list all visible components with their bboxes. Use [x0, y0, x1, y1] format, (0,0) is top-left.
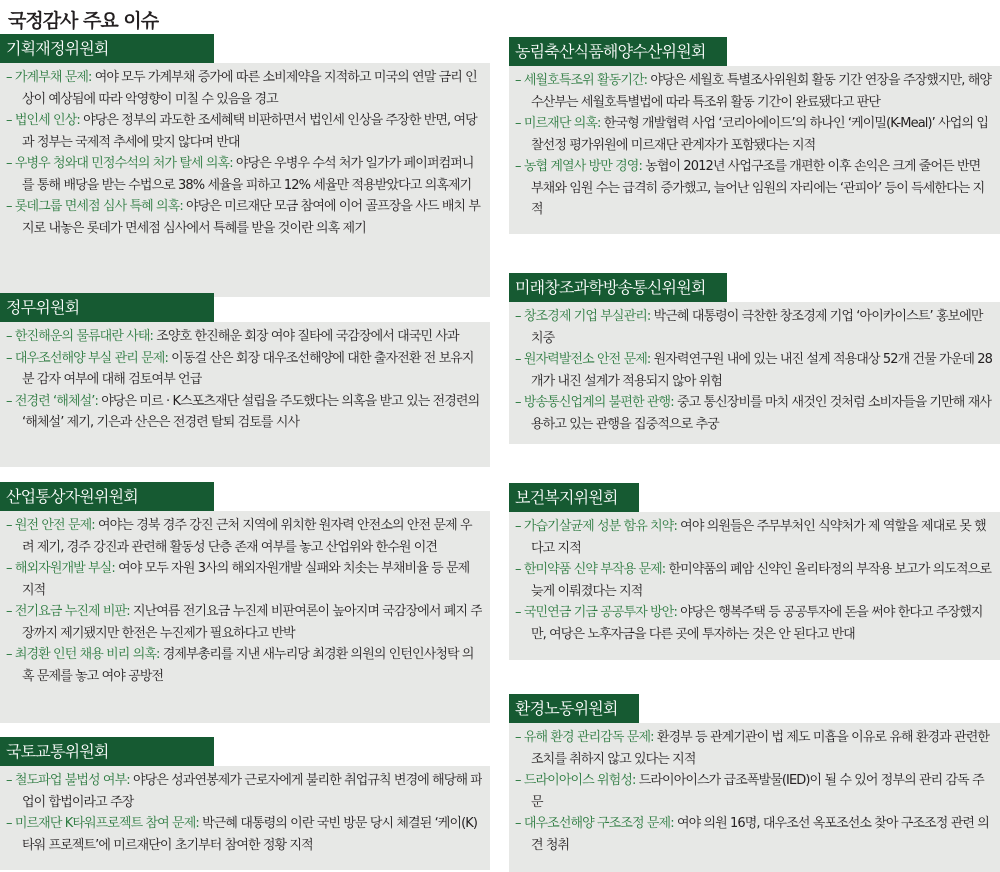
list-item: – 한진해운의 물류대란 사태: 조양호 한진해운 회장 여야 질타에 국감장에서 대국민 사과	[6, 329, 459, 344]
issue-list	[509, 512, 1000, 660]
issue-topic: 원전 안전 문제	[14, 518, 92, 533]
issue-topic: 롯데그룹 면세점 심사 특혜 의혹	[14, 199, 180, 214]
list-item: – 유해 환경 관리감독 문제: 환경부 등 관계기관이 법 제도 미흡을 이유로 유해 환경과 관련한 조치를 취하지 않고 있다는 지적	[515, 730, 990, 767]
section-health-welfare	[509, 483, 1000, 660]
issue-topic: 철도파업 불법성 여부	[14, 773, 127, 788]
issue-text: 한국형 개발협력 사업 ‘코리아에이드’의 하나인 ‘케이밀(K-Meal)’ 사업의 입찰선정 평가위원에 미르재단 관계자가 포함됐다는 지적	[531, 116, 989, 153]
issue-text: 조양호 한진해운 회장 여야 질타에 국감장에서 대국민 사과	[156, 329, 459, 344]
list-item: – 원전 안전 문제: 여야는 경북 경주 강진 근처 지역에 위치한 원자력 안전소의 안전 문제 우려 제기, 경주 강진과 관련해 활동성 단층 존재 여부를 놓고 산업위와 한수원 이견	[6, 518, 472, 555]
section-title: 미래창조과학방송통신위원회	[509, 273, 727, 302]
issue-text: 야당은 성과연봉제가 근로자에게 불리한 취업규칙 변경에 해당해 파업이 합법이라고 주장	[22, 773, 482, 810]
list-item: – 해외자원개발 부실: 여야 모두 자원 3사의 해외자원개발 실패와 치솟는 부채비율 등 문제 지적	[6, 561, 470, 598]
list-item: – 우병우 청와대 민정수석의 처가 탈세 의혹: 야당은 우병우 수석 처가 일가가 페이퍼컴퍼니를 통해 배당을 받는 수법으로 38% 세율을 피하고 12% 세율만 적용받았다고 의혹제기	[6, 156, 474, 193]
issue-text: 여야 모두 가계부채 증가에 따른 소비제약을 지적하고 미국의 연말 금리 인상이 예상됨에 따라 악영향이 미칠 수 있음을 경고	[22, 70, 477, 107]
section-title: 보건복지위원회	[509, 483, 639, 512]
list-item: – 창조경제 기업 부실관리: 박근혜 대통령이 극찬한 창조경제 기업 ‘아이카이스트’ 홍보에만 치중	[515, 309, 983, 346]
issue-list	[0, 511, 490, 723]
issue-list	[509, 66, 1000, 234]
issue-text: 한미약품의 폐암 신약인 올리타정의 부작용 보고가 의도적으로 늦게 이뤄졌다는 지적	[531, 562, 992, 599]
issue-topic: 법인세 인상	[14, 113, 77, 128]
section-environment-labor	[509, 694, 1000, 872]
issue-text: 지난여름 전기요금 누진제 비판여론이 높아지며 국감장에서 폐지 주장까지 제기됐지만 한전은 누진제가 필요하다고 반박	[22, 604, 482, 641]
list-item: – 최경환 인턴 채용 비리 의혹: 경제부총리를 지낸 새누리당 최경환 의원의 인턴인사청탁 의혹 문제를 놓고 여야 공방전	[6, 647, 474, 684]
section-science-ict-broadcasting	[509, 273, 1000, 444]
list-item: – 철도파업 불법성 여부: 야당은 성과연봉제가 근로자에게 불리한 취업규칙 변경에 해당해 파업이 합법이라고 주장	[6, 773, 482, 810]
issue-topic: 미르재단 의혹	[523, 116, 598, 131]
section-agriculture-oceans	[509, 37, 1000, 234]
issue-text: 여야 모두 자원 3사의 해외자원개발 실패와 치솟는 부채비율 등 문제 지적	[22, 561, 470, 598]
list-item: – 전경련 ‘해체설’: 야당은 미르 · K스포츠재단 설립을 주도했다는 의혹을 받고 있는 전경련의 ‘해체설’ 제기, 기은과 산은은 전경련 탈퇴 검토를 시사	[6, 393, 480, 430]
issue-topic: 한미약품 신약 부작용 문제	[523, 562, 662, 577]
section-industry-trade-energy	[0, 482, 490, 723]
issue-text: 드라이아이스가 급조폭발물(IED)이 될 수 있어 정부의 관리 감독 주문	[531, 773, 984, 810]
issue-topic: 국민연금 기금 공공투자 방안	[523, 605, 674, 620]
list-item: – 법인세 인상: 야당은 정부의 과도한 조세혜택 비판하면서 법인세 인상을 주장한 반면, 여당과 정부는 국제적 추세에 맞지 않다며 반대	[6, 113, 477, 150]
issue-text: 여야는 경북 경주 강진 근처 지역에 위치한 원자력 안전소의 안전 문제 우려 제기, 경주 강진과 관련해 활동성 단층 존재 여부를 놓고 산업위와 한수원 이견	[22, 518, 472, 555]
section-planning-finance	[0, 34, 490, 297]
list-item: – 세월호특조위 활동기간: 야당은 세월호 특별조사위원회 활동 기간 연장을 주장했지만, 해양수산부는 세월호특별법에 따라 특조위 활동 기간이 완료됐다고 판단	[515, 73, 992, 110]
section-title: 농림축산식품해양수산위원회	[509, 37, 727, 66]
issue-topic: 대우조선해양 부실 관리 문제	[14, 350, 165, 366]
issue-text: 원자력연구원 내에 있는 내진 설계 적용대상 52개 건물 가운데 28개가 내진 설계가 적용되지 않아 위험	[531, 352, 992, 389]
list-item: – 롯데그룹 면세점 심사 특혜 의혹: 야당은 미르재단 모금 참여에 이어 골프장을 사드 배치 부지로 내놓은 롯데가 면세점 심사에서 특혜를 받을 것이란 의혹 제기	[6, 199, 481, 236]
issue-text: 여야 의원들은 주무부처인 식약처가 제 역할을 제대로 못 했다고 지적	[531, 519, 986, 556]
section-title: 산업통상자원위원회	[0, 482, 214, 511]
issue-topic: 한진해운의 물류대란 사태	[14, 329, 150, 344]
issue-text: 야당은 세월호 특별조사위원회 활동 기간 연장을 주장했지만, 해양수산부는 세월호특별법에 따라 특조위 활동 기간이 완료됐다고 판단	[531, 73, 992, 110]
list-item: – 전기요금 누진제 비판: 지난여름 전기요금 누진제 비판여론이 높아지며 국감장에서 폐지 주장까지 제기됐지만 한전은 누진제가 필요하다고 반박	[6, 604, 482, 641]
issue-topic: 전기요금 누진제 비판	[14, 604, 127, 619]
issue-text: 야당은 미르 · K스포츠재단 설립을 주도했다는 의혹을 받고 있는 전경련의 ‘해체설’ 제기, 기은과 산은은 전경련 탈퇴 검토를 시사	[22, 393, 480, 430]
issue-text: 농협이 2012년 사업구조를 개편한 이후 손익은 크게 줄어든 반면 부채와 임원 수는 급격히 증가했고, 늘어난 임원의 자리에는 ‘관피아’ 등이 득세한다는 지적	[531, 159, 985, 217]
section-political-affairs	[0, 293, 490, 467]
issue-list	[0, 63, 490, 297]
section-title: 기획재정위원회	[0, 34, 214, 63]
issue-topic: 유해 환경 관리감독 문제	[523, 730, 651, 745]
issue-topic: 미르재단 K타워프로젝트 참여 문제	[14, 816, 196, 831]
issue-topic: 가계부채 문제	[14, 70, 89, 85]
section-land-transport	[0, 737, 490, 870]
section-title: 환경노동위원회	[509, 694, 639, 723]
list-item: – 가습기살균제 성분 함유 치약: 여야 의원들은 주무부처인 식약처가 제 역할을 제대로 못 했다고 지적	[515, 519, 986, 556]
issue-topic: 전경련 ‘해체설’	[14, 393, 95, 409]
issue-topic: 원자력발전소 안전 문제	[523, 352, 647, 367]
list-item: – 드라이아이스 위험성: 드라이아이스가 급조폭발물(IED)이 될 수 있어 정부의 관리 감독 주문	[515, 773, 984, 810]
issue-topic: 세월호특조위 활동기간	[523, 73, 644, 88]
issue-topic: 대우조선해양 구조조정 문제	[523, 816, 671, 831]
list-item: – 대우조선해양 구조조정 문제: 여야 의원 16명, 대우조선 옥포조선소 찾아 구조조정 관련 의견 청취	[515, 816, 989, 853]
issue-text: 여야 의원 16명, 대우조선 옥포조선소 찾아 구조조정 관련 의견 청취	[531, 816, 989, 853]
issue-list	[509, 302, 1000, 444]
list-item: – 국민연금 기금 공공투자 방안: 야당은 행복주택 등 공공투자에 돈을 써야 한다고 주장했지만, 여당은 노후자금을 다른 곳에 투자하는 것은 안 된다고 반대	[515, 605, 983, 642]
list-item: – 대우조선해양 부실 관리 문제: 이동걸 산은 회장 대우조선해양에 대한 출자전환 전 보유지분 감자 여부에 대해 검토여부 언급	[6, 350, 474, 387]
issue-topic: 방송통신업계의 불편한 관행	[523, 395, 671, 410]
issue-text: 야당은 정부의 과도한 조세혜택 비판하면서 법인세 인상을 주장한 반면, 여당과 정부는 국제적 추세에 맞지 않다며 반대	[22, 113, 477, 150]
issue-topic: 최경환 인턴 채용 비리 의혹	[14, 647, 157, 662]
issue-text: 야당은 미르재단 모금 참여에 이어 골프장을 사드 배치 부지로 내놓은 롯데가 면세점 심사에서 특혜를 받을 것이란 의혹 제기	[22, 199, 481, 236]
list-item: – 가계부채 문제: 여야 모두 가계부채 증가에 따른 소비제약을 지적하고 미국의 연말 금리 인상이 예상됨에 따라 악영향이 미칠 수 있음을 경고	[6, 70, 477, 107]
issue-text: 경제부총리를 지낸 새누리당 최경환 의원의 인턴인사청탁 의혹 문제를 놓고 여야 공방전	[22, 647, 474, 684]
issue-text: 이동걸 산은 회장 대우조선해양에 대한 출자전환 전 보유지분 감자 여부에 대해 검토여부 언급	[22, 350, 474, 387]
issue-topic: 창조경제 기업 부실관리	[523, 309, 647, 324]
issue-list	[0, 322, 490, 467]
issue-text: 야당은 행복주택 등 공공투자에 돈을 써야 한다고 주장했지만, 여당은 노후자금을 다른 곳에 투자하는 것은 안 된다고 반대	[531, 605, 983, 642]
issue-topic: 해외자원개발 부실	[14, 561, 112, 576]
list-item: – 농협 계열사 방만 경영: 농협이 2012년 사업구조를 개편한 이후 손익은 크게 줄어든 반면 부채와 임원 수는 급격히 증가했고, 늘어난 임원의 자리에는 ‘관피아’ 등이 득세한다는 지적	[515, 159, 985, 217]
list-item: – 원자력발전소 안전 문제: 원자력연구원 내에 있는 내진 설계 적용대상 52개 건물 가운데 28개가 내진 설계가 적용되지 않아 위험	[515, 352, 992, 389]
issue-topic: 가습기살균제 성분 함유 치약	[523, 519, 674, 534]
list-item: – 미르재단 K타워프로젝트 참여 문제: 박근혜 대통령의 이란 국빈 방문 당시 체결된 ‘케이(K)타워 프로젝트’에 미르재단이 초기부터 참여한 정황 지적	[6, 816, 478, 853]
list-item: – 미르재단 의혹: 한국형 개발협력 사업 ‘코리아에이드’의 하나인 ‘케이밀(K-Meal)’ 사업의 입찰선정 평가위원에 미르재단 관계자가 포함됐다는 지적	[515, 116, 989, 153]
issue-text: 박근혜 대통령의 이란 국빈 방문 당시 체결된 ‘케이(K)타워 프로젝트’에 미르재단이 초기부터 참여한 정황 지적	[22, 816, 478, 853]
issue-list	[0, 766, 490, 870]
issue-topic: 농협 계열사 방만 경영	[523, 159, 639, 174]
section-title: 정무위원회	[0, 293, 214, 322]
issue-text: 야당은 우병우 수석 처가 일가가 페이퍼컴퍼니를 통해 배당을 받는 수법으로 38% 세율을 피하고 12% 세율만 적용받았다고 의혹제기	[22, 156, 474, 193]
list-item: – 한미약품 신약 부작용 문제: 한미약품의 폐암 신약인 올리타정의 부작용 보고가 의도적으로 늦게 이뤄졌다는 지적	[515, 562, 992, 599]
list-item: – 방송통신업계의 불편한 관행: 중고 통신장비를 마치 새것인 것처럼 소비자들을 기만해 재사용하고 있는 관행을 집중적으로 추궁	[515, 395, 992, 432]
issue-list	[509, 723, 1000, 872]
issue-topic: 우병우 청와대 민정수석의 처가 탈세 의혹	[14, 156, 230, 171]
section-title: 국토교통위원회	[0, 737, 214, 766]
page-title: 국정감사 주요 이슈	[8, 10, 159, 32]
issue-topic: 드라이아이스 위험성	[523, 773, 632, 788]
issue-text: 중고 통신장비를 마치 새것인 것처럼 소비자들을 기만해 재사용하고 있는 관행을 집중적으로 추궁	[531, 395, 992, 432]
issue-text: 환경부 등 관계기관이 법 제도 미흡을 이유로 유해 환경과 관련한 조치를 취하지 않고 있다는 지적	[531, 730, 990, 767]
issue-text: 박근혜 대통령이 극찬한 창조경제 기업 ‘아이카이스트’ 홍보에만 치중	[531, 309, 983, 346]
